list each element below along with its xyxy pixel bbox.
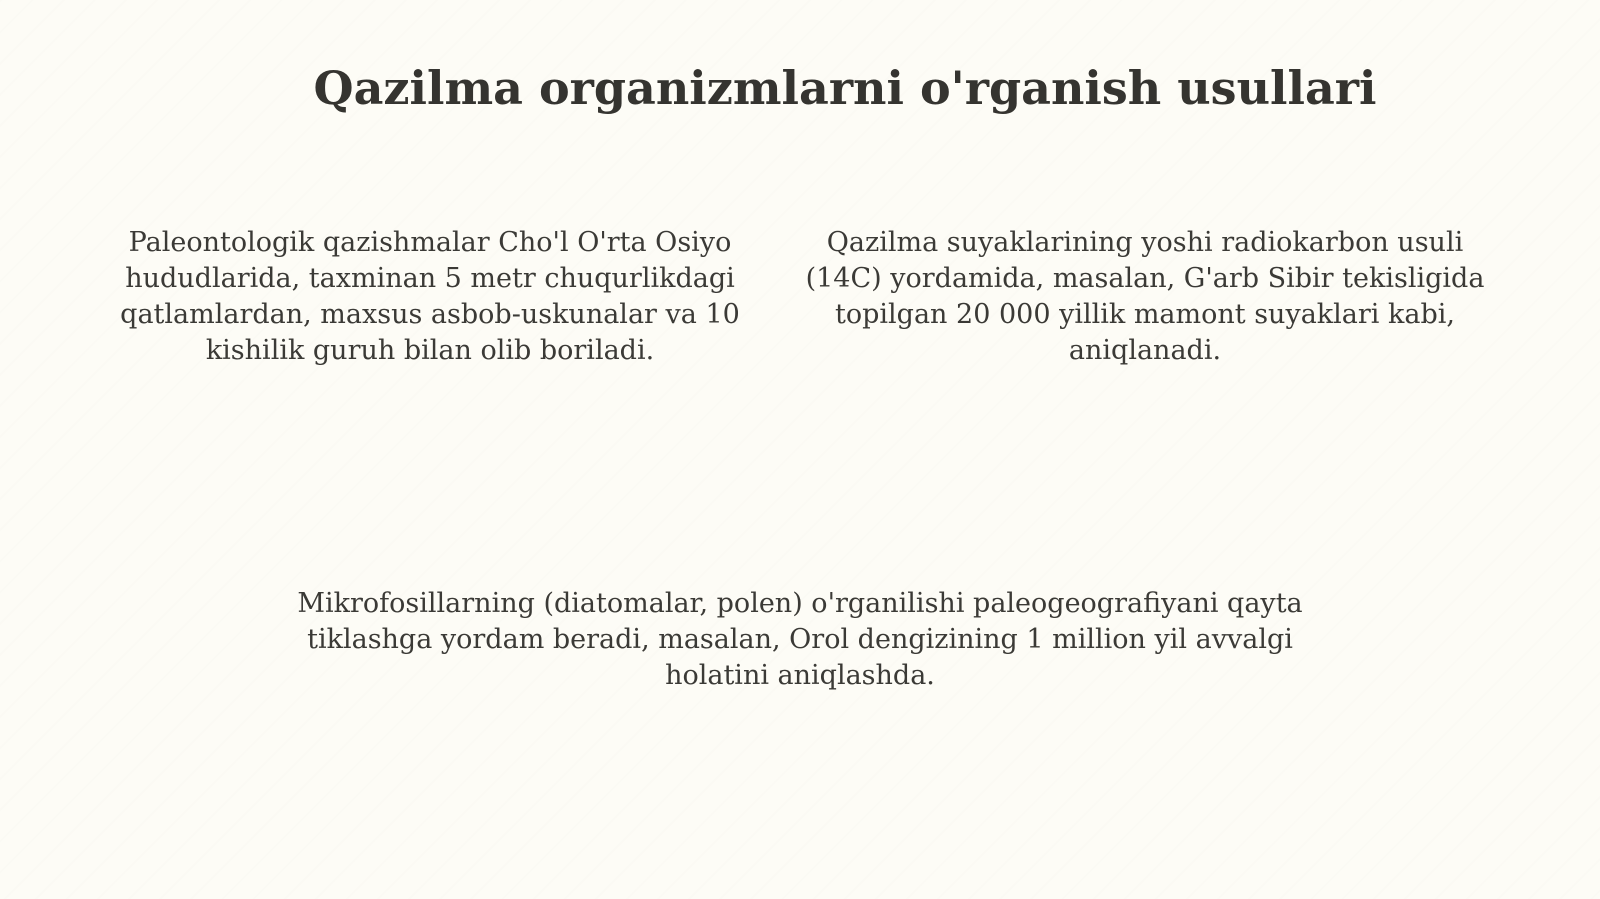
paragraph-microfossils: Mikrofosillarning (diatomalar, polen) o'rganilishi paleogeografiyani qayta tiklashga yordam beradi, masalan, Orol dengizining 1 million yil avvalgi holatini aniqlashda. [297, 588, 1303, 691]
slide-title: Qazilma organizmlarni o'rganish usullari [313, 61, 1377, 115]
paragraph-excavations: Paleontologik qazishmalar Cho'l O'rta Osiyo hududlarida, taxminan 5 metr chuqurlikdagi qatlamlardan, maxsus asbob-uskunalar va 10 kishilik guruh bilan olib boriladi. [120, 227, 740, 366]
paragraph-radiocarbon: Qazilma suyaklarining yoshi radiokarbon usuli (14C) yordamida, masalan, G'arb Sibir tekisligida topilgan 20 000 yillik mamont suyaklari kabi, aniqlanadi. [805, 227, 1485, 366]
